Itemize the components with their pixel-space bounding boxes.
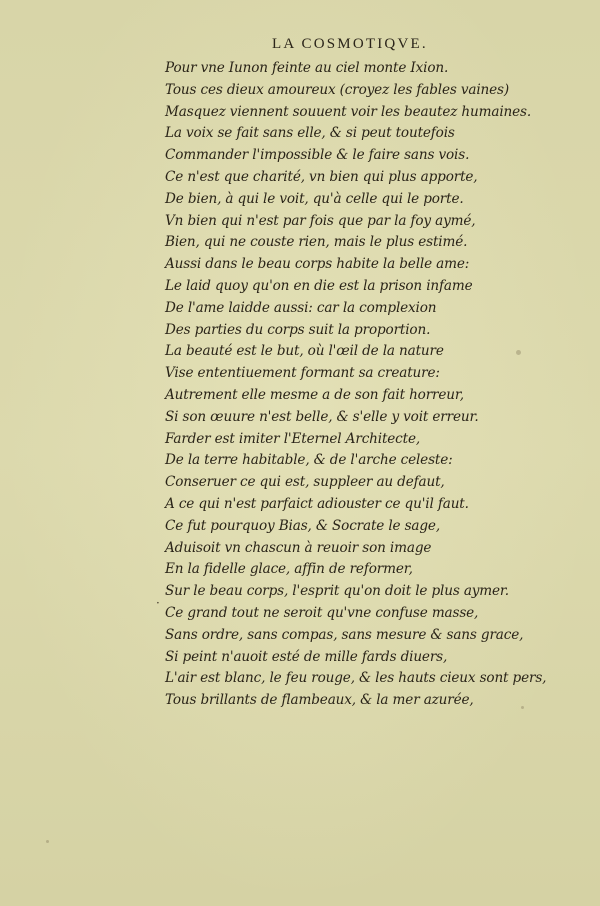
verse-line: En la fidelle glace, affin de reformer,: [165, 561, 413, 578]
verse-line: Vise ententiuement formant sa creature:: [165, 365, 440, 382]
verse-line: Ce n'est que charité, vn bien qui plus apporte,: [165, 168, 478, 185]
verse-line: Autrement elle mesme a de son fait horreur,: [165, 386, 464, 403]
paper-speck: [516, 350, 521, 355]
verse-line: Si peint n'auoit esté de mille fards diuers,: [165, 648, 448, 665]
verse-line: A ce qui n'est parfaict adiouster ce qu'il faut.: [165, 495, 469, 512]
running-head: LA COSMOTIQVE.: [272, 36, 428, 52]
verse-line: Pour vne Iunon feinte au ciel monte Ixion.: [165, 60, 449, 76]
verse-line: Ce grand tout ne seroit qu'vne confuse masse,: [165, 604, 479, 621]
verse-line: De l'ame laidde aussi: car la complexion: [165, 299, 437, 316]
verse-line: Bien, qui ne couste rien, mais le plus estimé.: [165, 234, 468, 251]
verse-line: De la terre habitable, & de l'arche celeste:: [165, 452, 453, 469]
paper-speck: [521, 706, 524, 709]
verse-line: Vn bien qui n'est par fois que par la foy aymé,: [165, 212, 476, 229]
verse-line: La voix se fait sans elle, & si peut toutefois: [165, 125, 455, 142]
verse-line: Tous brillants de flambeaux, & la mer azurée,: [165, 692, 474, 709]
verse-line: La beauté est le but, où l'œil de la nature: [165, 343, 444, 360]
verse-line: Tous ces dieux amoureux (croyez les fables vaines): [165, 81, 509, 98]
verse-line: L'air est blanc, le feu rouge, & les hauts cieux sont pers,: [165, 670, 547, 687]
paper-speck: [46, 840, 49, 843]
verse-line: Des parties du corps suit la proportion.: [165, 321, 431, 338]
verse-line: Si son œuure n'est belle, & s'elle y voit erreur.: [165, 408, 479, 425]
verse-line: Farder est imiter l'Eternel Architecte,: [165, 430, 421, 447]
verse-line: Ce fut pourquoy Bias, & Socrate le sage,: [165, 517, 441, 534]
verse-line: Sans ordre, sans compas, sans mesure & sans grace,: [165, 626, 524, 643]
verse-line: Aussi dans le beau corps habite la belle ame:: [165, 256, 470, 273]
verse-line: Masquez viennent souuent voir les beautez humaines.: [165, 103, 532, 120]
margin-mark: ·: [156, 596, 160, 610]
verse-line: Sur le beau corps, l'esprit qu'on doit le plus aymer.: [165, 583, 509, 600]
verse-line: Commander l'impossible & le faire sans vois.: [165, 147, 470, 164]
verse-line: Conseruer ce qui est, suppleer au defaut,: [165, 474, 445, 491]
verse-line: Le laid quoy qu'on en die est la prison infame: [165, 277, 473, 294]
verse-block: [165, 58, 565, 712]
verse-line: Aduisoit vn chascun à reuoir son image: [165, 539, 432, 556]
verse-line: De bien, à qui le voit, qu'à celle qui le porte.: [165, 190, 464, 207]
